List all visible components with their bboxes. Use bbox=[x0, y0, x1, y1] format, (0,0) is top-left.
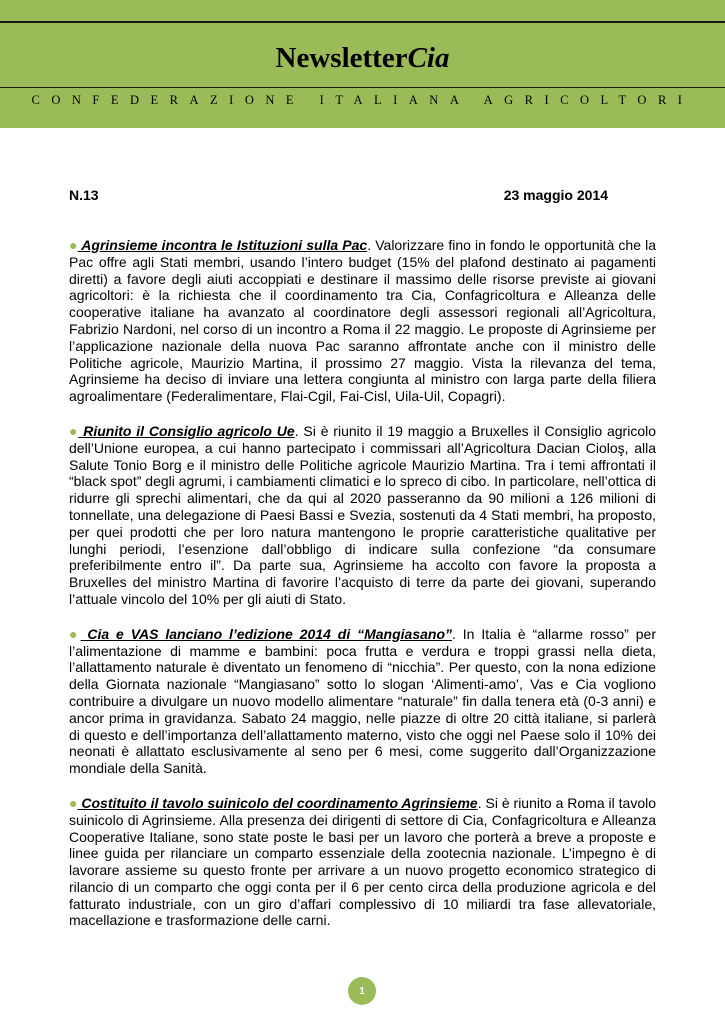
newsletter-title bbox=[0, 42, 725, 75]
article-headline: Cia e VAS lanciano l’edizione 2014 di “Mangiasano” bbox=[80, 625, 452, 642]
article-headline: Agrinsieme incontra le Istituzioni sulla Pac bbox=[77, 237, 368, 253]
article-body: . Valorizzare fino in fondo le opportunità che la Pac offre agli Stati membri, usando l’intero budget (15% del plafond destinato ai pagamenti diretti) a favore degli aiuti accoppiati e destinare il massimo delle risorse previste ai giovani agricoltori: è la richiesta che il coordinamento tra Cia, Confagricoltura e Alleanza delle cooperative italiane ha avanzato al coordinatore degli assessori regionali all’Agricoltura, Fabrizio Nardoni, nel corso di un incontro a Roma il 22 maggio. Le proposte di Agrinsieme per l’applicazione nazionale della nuova Pac saranno affrontate anche con il ministro delle Politiche agricole, Maurizio Martina, il prossimo 27 maggio. Vista la rilevanza del tema, Agrinsieme ha deciso di inviare una lettera congiunta al ministro con larga parte della filiera agroalimentare (Federalimentare, Flai-Cgil, Fai-Cisl, Uila-Uil, Copagri). bbox=[69, 237, 657, 405]
header-rule-mid bbox=[0, 87, 725, 88]
article bbox=[69, 237, 656, 405]
article-headline: Riunito il Consiglio agricolo Ue bbox=[78, 422, 295, 439]
issue-number: N.13 bbox=[69, 187, 99, 203]
article-body: . Si è riunito a Roma il tavolo suinicolo di Agrinsieme. Alla presenza dei dirigenti di settore di Cia, Confagricoltura e Alleanza Cooperative Italiane, sono state poste le basi per un lavoro che porterà a breve a proposte e linee guida per rilanciare un comparto essenziale della zootecnia nazionale. L’impegno è di lavorare assieme su questo fronte per arrivare a un nuovo progetto economico strategico di rilancio di un comparto che oggi conta per il 6 per cento circa della produzione agricola e del fatturato industriale, con un giro d’affari complessivo di 10 miliardi tra fase allevatoriale, macellazione e trasformazione delle carni. bbox=[69, 794, 656, 929]
bullet-icon: ● bbox=[69, 237, 78, 253]
article bbox=[69, 423, 656, 608]
page-number-badge bbox=[348, 977, 376, 1005]
article bbox=[69, 626, 656, 777]
article bbox=[69, 795, 656, 929]
article-headline: Costituito il tavolo suinicolo del coordinamento Agrinsieme bbox=[77, 794, 478, 811]
issue-date: 23 maggio 2014 bbox=[503, 187, 608, 203]
organization-subtitle: CONFEDERAZIONE ITALIANA AGRICOLTORI bbox=[31, 93, 694, 107]
bullet-icon: ● bbox=[69, 625, 81, 642]
title-italic: Cia bbox=[407, 42, 450, 74]
article-body: . Si è riunito il 19 maggio a Bruxelles il Consiglio agricolo dell’Unione europea, a cui hanno partecipato i commissari all’Agricoltura Dacian Cioloş, alla Salute Tonio Borg e il ministro delle Politiche agricole Maurizio Martina. Tra i temi affrontati il “black spot” degli agrumi, i cambiamenti climatici e lo spreco di cibo. In particolare, nell’ottica di ridurre gli sprechi alimentari, che da qui al 2020 passeranno da 90 milioni a 126 milioni di tonnellate, una delegazione di Paesi Bassi e Svezia, sostenuti da 4 Stati membri, ha proposto, per quei prodotti che per loro natura mantengono le proprie caratteristiche qualitative per lunghi periodi, l’esenzione dall’obbligo di indicare sulla confezione “da consumare preferibilmente entro il”. Da parte sua, Agrinsieme ha accolto con favore la proposta a Bruxelles del ministro Martina di favorire l’acquisto di terre da parte dei giovani, superando l’attuale vincolo del 10% per gli aiuti di Stato. bbox=[69, 422, 657, 607]
bullet-icon: ● bbox=[69, 422, 79, 439]
articles-list bbox=[69, 237, 656, 947]
article-body: . In Italia è “allarme rosso” per l’alimentazione di mamme e bambini: poca frutta e verdura e troppi grassi nella dieta, l’allattamento naturale è diventato un fenomeno di “nicchia”. Per questo, con la nona edizione della Giornata nazionale “Mangiasano” sotto lo slogan ‘Alimenti-amo’, Vas e Cia vogliono contribuire a divulgare un nuovo modello alimentare “naturale” fin dalla tenera età (0-3 anni) e ancor prima in gravidanza. Sabato 24 maggio, nelle piazze di oltre 20 città italiane, si parlerà di questo e dell’importanza dell’allattamento materno, visto che oggi nel Paese solo il 10% dei neonati è allattato esclusivamente al seno per 6 mesi, come suggerito dall’Organizzazione mondiale della Sanità. bbox=[69, 625, 656, 777]
page-number: 1 bbox=[359, 985, 365, 997]
bullet-icon: ● bbox=[69, 794, 78, 811]
title-main: Newsletter bbox=[275, 42, 408, 74]
header-rule-top bbox=[0, 21, 725, 23]
